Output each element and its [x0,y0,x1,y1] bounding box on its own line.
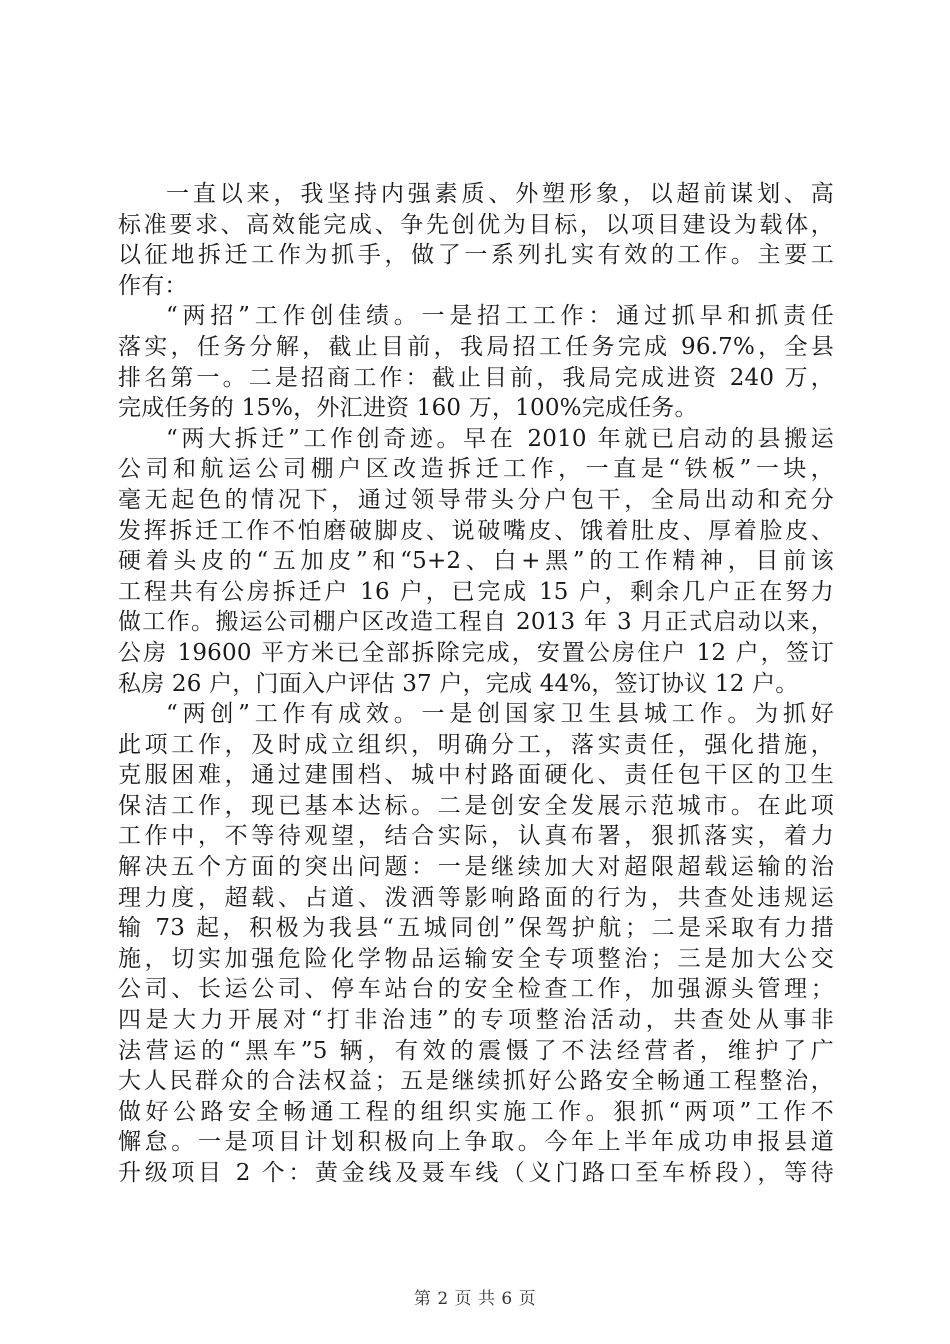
document-body [118,179,834,1189]
text-line: 发挥拆迁工作不怕磨破脚皮、说破嘴皮、饿着肚皮、厚着脸皮、 [118,517,834,544]
text-line: 施，切实加强危险化学物品运输安全专项整治；三是加大公交 [118,945,834,972]
text-line: 克服困难，通过建围档、城中村路面硬化、责任包干区的卫生 [118,762,834,789]
text-line: 作有： [118,272,188,299]
text-line: 四是大力开展对“打非治违”的专项整治活动，共查处从事非 [118,1007,834,1034]
text-line: 完成任务的 15%，外汇进资 160 万，100%完成任务。 [118,395,698,422]
text-line: 以征地拆迁工作为抓手，做了一系列扎实有效的工作。主要工 [118,242,834,269]
text-line: 解决五个方面的突出问题：一是继续加大对超限超载运输的治 [118,854,834,881]
text-line: 法营运的“黑车”5 辆，有效的震慑了不法经营者，维护了广 [118,1037,834,1064]
text-line: 工程共有公房拆迁户 16 户，已完成 15 户，剩余几户正在努力 [118,578,834,605]
text-line: 公司和航运公司棚户区改造拆迁工作，一直是“铁板”一块， [118,456,834,483]
text-line: 输 73 起，积极为我县“五城同创”保驾护航；二是采取有力措 [118,915,834,942]
text-line: 做好公路安全畅通工程的组织实施工作。狠抓“两项”工作不 [118,1098,834,1125]
text-line: 升级项目 2 个：黄金线及聂车线（义门路口至车桥段），等待 [118,1160,834,1186]
text-line: 公司、长运公司、停车站台的安全检查工作，加强源头管理； [118,976,834,1003]
text-line: 标准要求、高效能完成、争先创优为目标，以项目建设为载体， [118,211,834,238]
text-line: 保洁工作，现已基本达标。二是创安全发展示范城市。在此项 [118,792,834,819]
text-line: 工作中，不等待观望，结合实际，认真布署，狠抓落实，着力 [118,823,834,850]
text-line: 公房 19600 平方米已全部拆除完成，安置公房住户 12 户，签订 [118,639,834,666]
text-line: 排名第一。二是招商工作：截止目前，我局完成进资 240 万， [118,364,834,391]
text-line: 落实，任务分解，截止目前，我局招工任务完成 96.7%，全县 [118,333,834,360]
page-footer: 第 2 页 共 6 页 [413,1289,537,1309]
text-line: “两大拆迁”工作创奇迹。早在 2010 年就已启动的县搬运 [166,425,834,452]
text-line: 大人民群众的合法权益；五是继续抓好公路安全畅通工程整治， [118,1068,834,1095]
text-line: 一直以来，我坚持内强素质、外塑形象，以超前谋划、高 [166,181,834,207]
text-line: “两招”工作创佳绩。一是招工工作：通过抓早和抓责任 [166,303,834,330]
text-line: 硬着头皮的“五加皮”和“5+2、白+黑”的工作精神，目前该 [118,548,834,575]
text-line: 懈怠。一是项目计划积极向上争取。今年上半年成功申报县道 [118,1129,834,1156]
text-line: “两创”工作有成效。一是创国家卫生县城工作。为抓好 [166,701,834,728]
text-line: 私房 26 户，门面入户评估 37 户，完成 44%，签订协议 12 户。 [118,670,799,697]
text-line: 做工作。搬运公司棚户区改造工程自 2013 年 3 月正式启动以来， [118,609,834,636]
text-line: 毫无起色的情况下，通过领导带头分户包干，全局出动和充分 [118,486,834,513]
text-line: 此项工作，及时成立组织，明确分工，落实责任，强化措施， [118,731,834,758]
text-line: 理力度，超载、占道、泼洒等影响路面的行为，共查处违规运 [118,884,834,911]
